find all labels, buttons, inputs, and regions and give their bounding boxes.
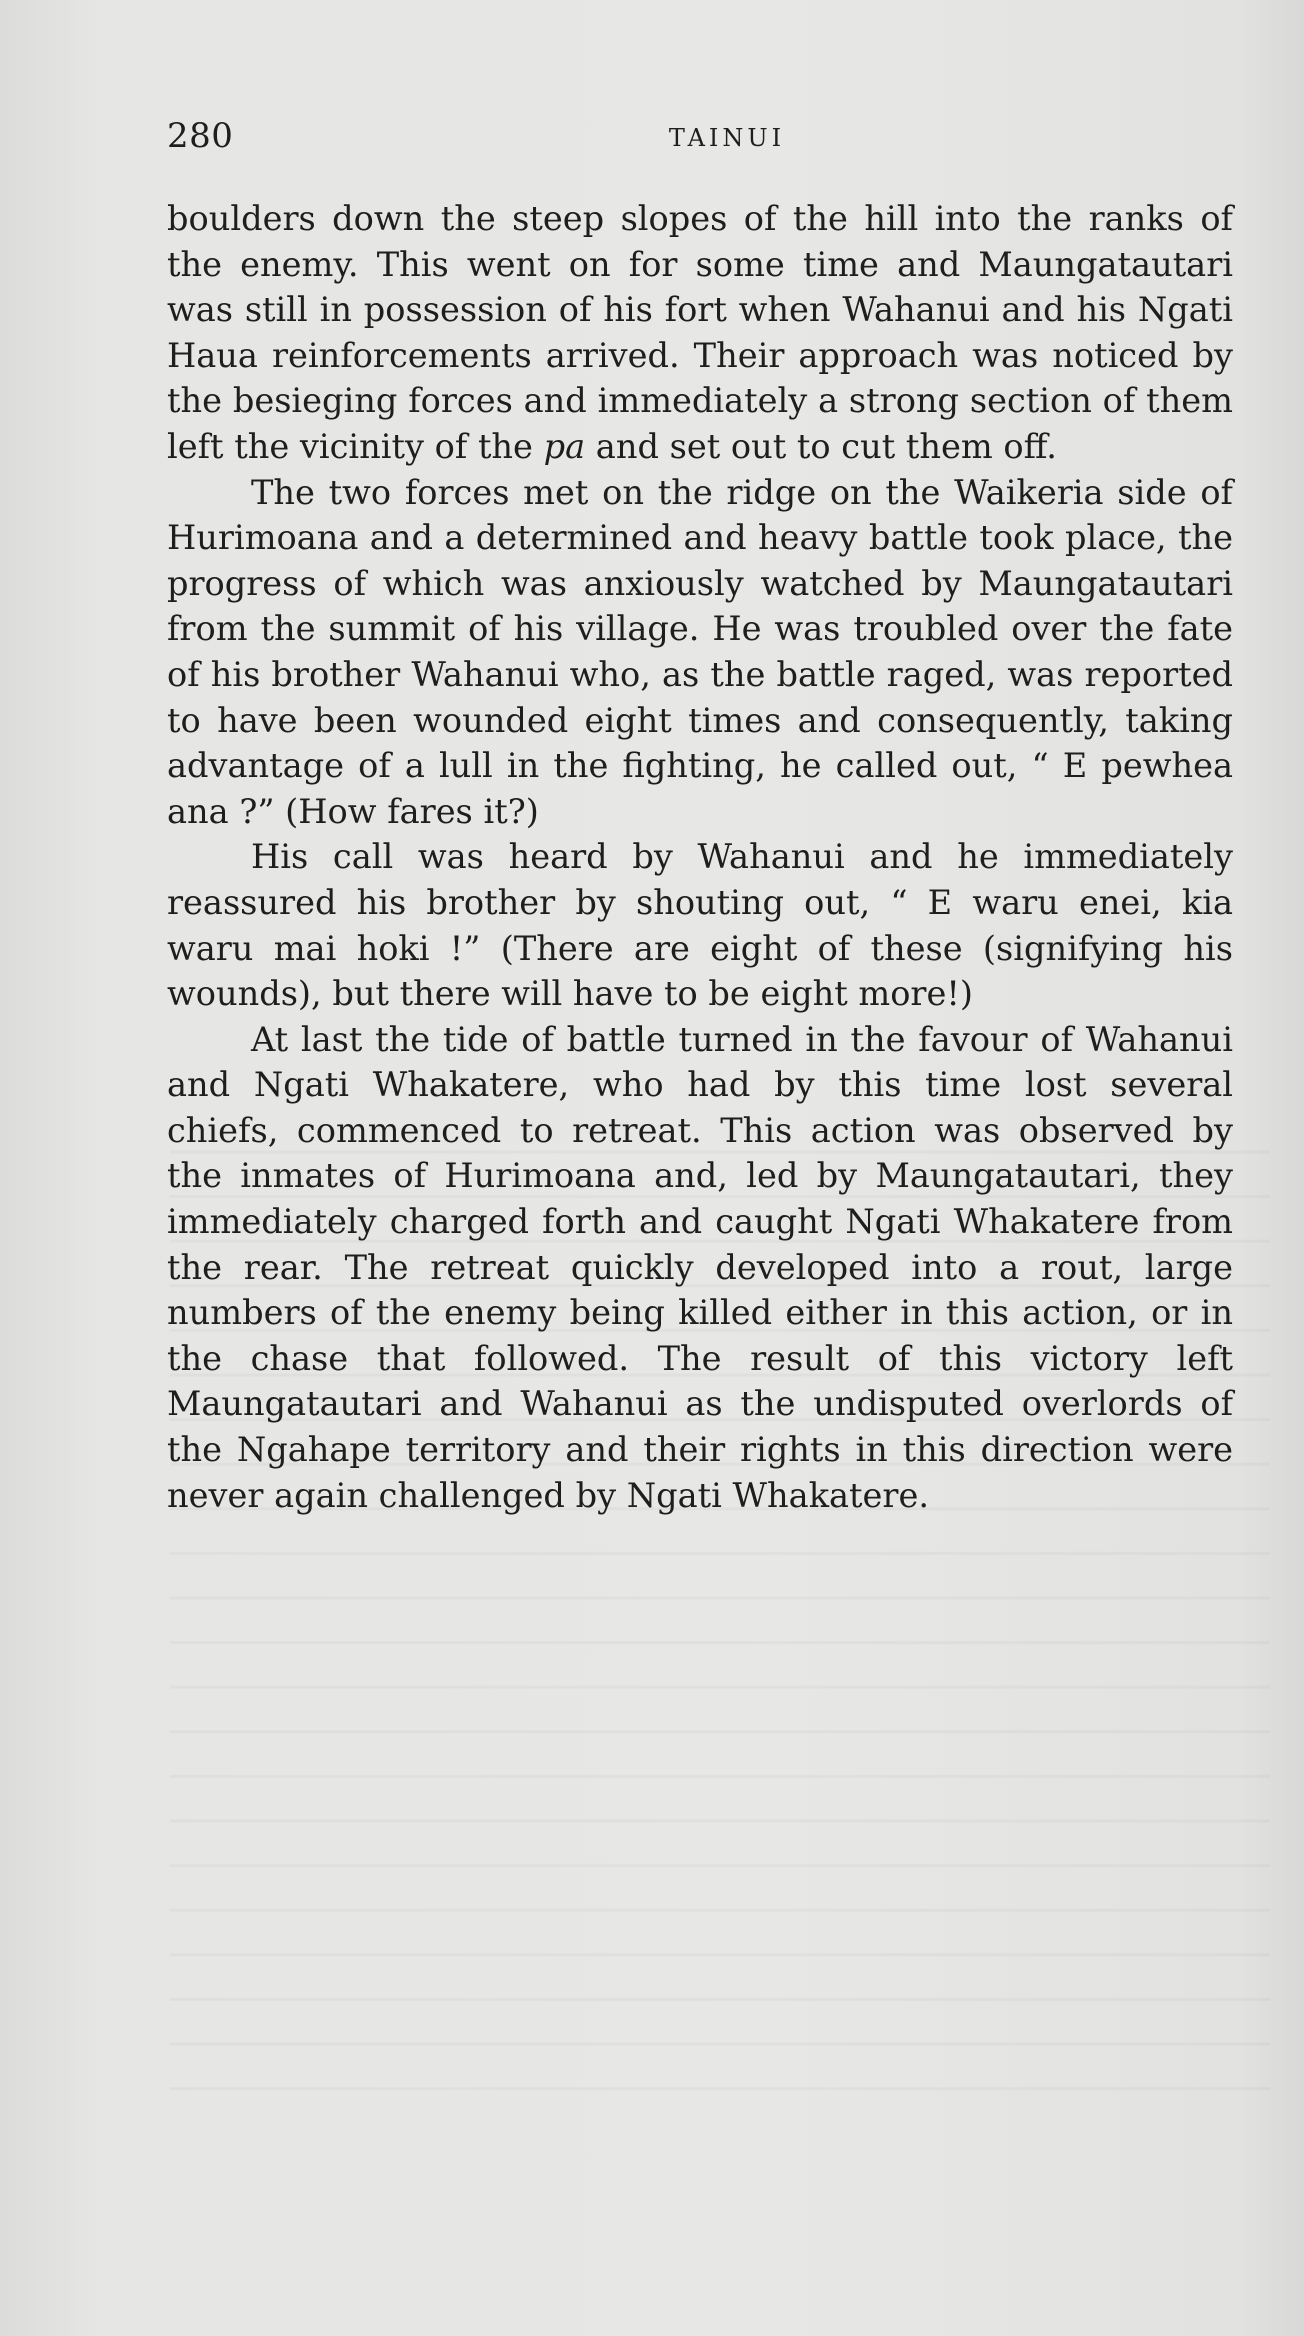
- paragraph: [167, 1017, 1233, 1519]
- paragraph: [167, 470, 1233, 835]
- page-number: 280: [167, 116, 234, 156]
- text-run: boulders down the steep slopes of the hill into the ranks of the enemy. This went on for some time and Maungatautari was still in possession of his fort when Wahanui and his Ngati Haua reinforcements arrived. Their approach was noticed by the besieging forces and immediately a strong section of them left the vicinity of the: [167, 199, 1233, 466]
- italic-term: pa: [543, 426, 586, 466]
- running-head: [167, 116, 1233, 164]
- paragraph: [167, 834, 1233, 1016]
- text-run: His call was heard by Wahanui and he immediately reassured his brother by shouting out, “ E waru enei, kia waru mai hoki !” (There are eight of these (signifying his wounds), but there will have to be eight more!): [167, 837, 1233, 1014]
- text-run: and set out to cut them off.: [585, 426, 1057, 466]
- running-title: TAINUI: [668, 124, 786, 152]
- body-text: [167, 196, 1233, 1518]
- paragraph: [167, 196, 1233, 470]
- text-run: The two forces met on the ridge on the Waikeria side of Hurimoana and a determined and heavy battle took place, the progress of which was anxiously watched by Maungatautari from the summit of his village. He was troubled over the fate of his brother Wahanui who, as the battle raged, was reported to have been wounded eight times and consequently, taking advantage of a lull in the fighting, he called out, “ E pewhea ana ?” (How fares it?): [167, 472, 1233, 831]
- text-run: At last the tide of battle turned in the favour of Wahanui and Ngati Whakatere, who had by this time lost several chiefs, commenced to retreat. This action was observed by the inmates of Hurimoana and, led by Maungatautari, they immediately charged forth and caught Ngati Whakatere from the rear. The retreat quickly developed into a rout, large numbers of the enemy being killed either in this action, or in the chase that followed. The result of this victory left Maungatautari and Wahanui as the undisputed overlords of the Ngahape territory and their rights in this direction were never again challenged by Ngati Whakatere.: [167, 1019, 1233, 1515]
